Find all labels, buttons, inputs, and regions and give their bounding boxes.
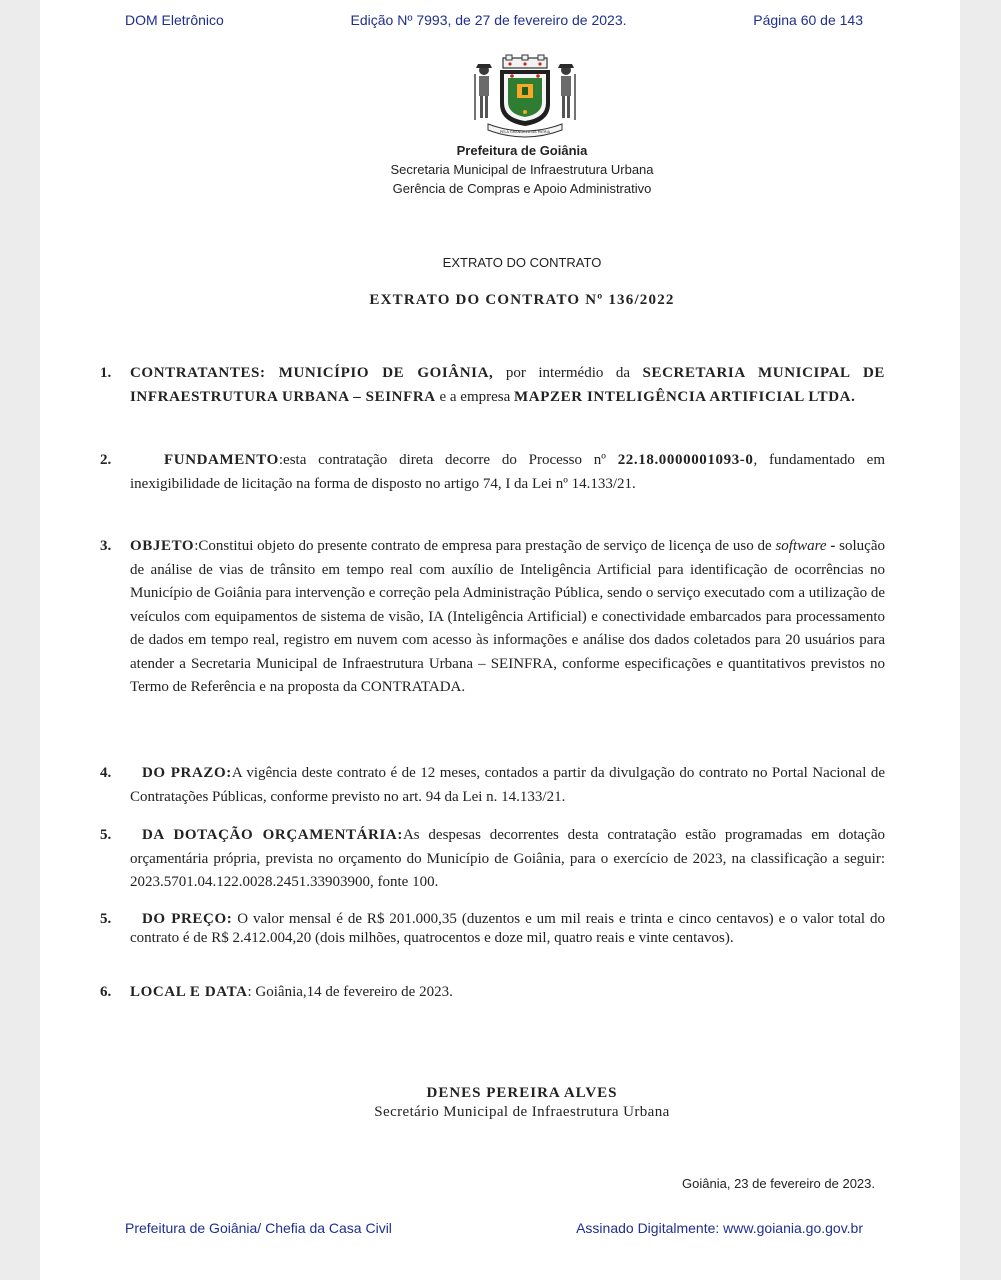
crest-motto: PELA GRANDEZA DA PÁTRIA: [499, 130, 551, 134]
document-label: EXTRATO DO CONTRATO: [442, 255, 602, 270]
clause-body: :Constitui objeto do presente contrato de empresa para prestação de serviço de licença de uso de: [194, 538, 776, 554]
page-footer: [125, 1220, 863, 1236]
institution-block: [320, 141, 724, 198]
clause-number: 5.: [100, 827, 112, 843]
clause-label: OBJETO: [130, 538, 195, 554]
institution-name: Prefeitura de Goiânia: [456, 143, 588, 158]
clause-text: [130, 535, 885, 700]
clause-body: , fundamentado em inexigibilidade de licitação na forma de disposto no artigo 74, I da Lei nº 14.133/21.: [130, 452, 885, 492]
footer-issuer: Prefeitura de Goiânia/ Chefia da Casa Civil: [125, 1220, 392, 1236]
footer-digital-signature: Assinado Digitalmente: www.goiania.go.gov.br: [576, 1220, 863, 1236]
clause-number: 6.: [100, 984, 112, 1000]
clause-italic-term: software: [775, 538, 827, 554]
publication-date: Goiânia, 23 de fevereiro de 2023.: [682, 1176, 875, 1191]
document-page: [40, 0, 960, 1280]
clause-contratantes: [100, 362, 885, 409]
clause-number: 1.: [100, 365, 112, 381]
signatory-name: DENES PEREIRA ALVES: [426, 1085, 618, 1101]
clause-number: 4.: [100, 765, 112, 781]
clause-text: [130, 981, 885, 1005]
clause-local-data: [100, 981, 885, 1005]
clause-number: 2.: [100, 452, 112, 468]
clause-body: O valor mensal é de R$ 201.000,35 (duzentos e um mil reais e trinta e cinco centavos) e o valor total do contrato é de R$ 2.412.004,20 (dois milhões, quatrocentos e doze mil, quatro reais e vinte centavos).: [130, 911, 885, 946]
clause-label: DO PRAZO:: [142, 765, 232, 781]
clause-objeto: [100, 535, 885, 700]
clause-body: : Goiânia,14 de fevereiro de 2023.: [247, 984, 453, 1000]
clause-label: LOCAL E DATA: [130, 984, 248, 1000]
clause-text: [130, 449, 885, 496]
clause-text: [130, 362, 885, 409]
clause-text: [130, 762, 885, 809]
process-number: 22.18.0000001093-0: [617, 452, 754, 468]
clause-party-company: MAPZER INTELIGÊNCIA ARTIFICIAL LTDA.: [514, 388, 856, 405]
clause-prazo: [100, 762, 885, 809]
header-edition: Edição Nº 7993, de 27 de fevereiro de 2023.: [350, 12, 627, 28]
header-publication: DOM Eletrônico: [125, 12, 224, 28]
signatory-role: Secretário Municipal de Infraestrutura Urbana: [374, 1104, 670, 1120]
clause-body: por intermédio da: [493, 365, 643, 381]
clause-text: [130, 910, 885, 947]
institution-secretariat: Secretaria Municipal de Infraestrutura Urbana: [390, 162, 654, 177]
clause-party-secretariat: SECRETARIA MUNICIPAL DE INFRAESTRUTURA URBANA – SEINFRA: [130, 365, 885, 405]
clause-body: As despesas decorrentes desta contratação estão programadas em dotação orçamentária própria, prevista no orçamento do Município de Goiânia, para o exercício de 2023, na classificação a seguir: 2023.5701.04.122.0028.2451.33903900, fonte 100.: [130, 827, 885, 890]
clause-dotacao: [100, 824, 885, 895]
clause-label: DA DOTAÇÃO ORÇAMENTÁRIA:: [142, 827, 403, 843]
clause-fundamento: [100, 449, 885, 496]
clause-body: e a empresa: [435, 388, 515, 405]
clause-body: :esta contratação direta decorre do Processo nº: [278, 452, 618, 468]
clause-label: DO PREÇO:: [142, 911, 233, 927]
clause-preco: [100, 910, 885, 947]
clause-text: [130, 824, 885, 895]
document-title: EXTRATO DO CONTRATO Nº 136/2022: [369, 292, 675, 308]
goiania-coat-of-arms-icon: [470, 54, 580, 138]
clause-label: FUNDAMENTO: [164, 452, 279, 468]
clause-body: solução de análise de vias de trânsito em tempo real com auxílio de Inteligência Artificial para identificação de ocorrências no Município de Goiânia para intervenção e correção pela Administração Pública, sendo o serviço executado com a utilização de veículos com equipamentos de sistema de visão, IA (Inteligência Artificial) e conectividade embarcados para processamento de dados em tempo real, registro em nuvem com acesso às informações e análise dos dados coletados para 20 usuários para atender a Secretaria Municipal de Infraestrutura Urbana – SEINFRA, conforme especificações e quantitativos previstos no Termo de Referência e na proposta da CONTRATADA.: [130, 538, 885, 695]
clause-dash: -: [826, 538, 840, 554]
clause-number: 5.: [100, 911, 112, 927]
clause-body: A vigência deste contrato é de 12 meses, contados a partir da divulgação do contrato no Portal Nacional de Contratações Públicas, conforme previsto no art. 94 da Lei n. 14.133/21.: [130, 765, 886, 805]
header-page-number: Página 60 de 143: [753, 12, 863, 28]
clause-label: CONTRATANTES: MUNICÍPIO DE GOIÂNIA,: [130, 365, 494, 381]
institution-department: Gerência de Compras e Apoio Administrativo: [392, 181, 652, 196]
clause-number: 3.: [100, 538, 112, 554]
page-header: [125, 12, 863, 28]
